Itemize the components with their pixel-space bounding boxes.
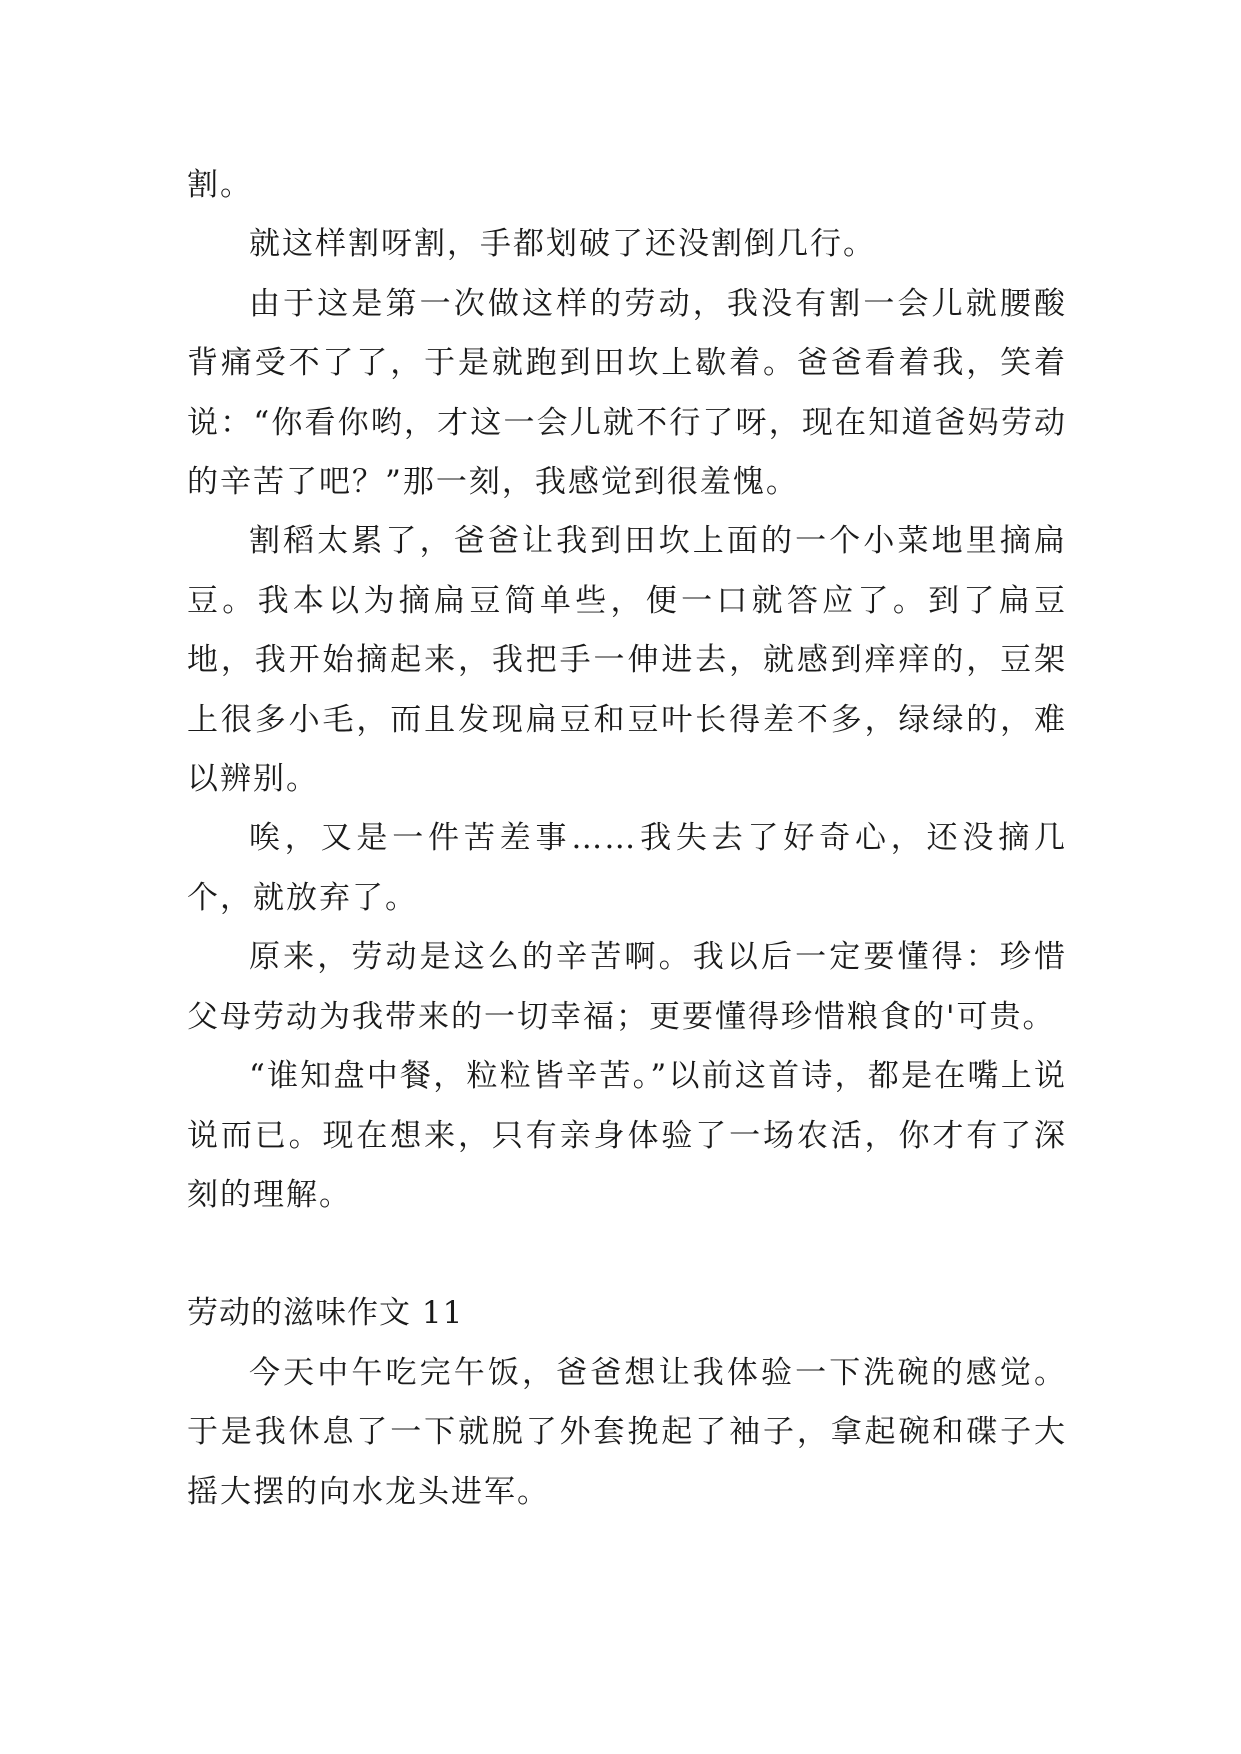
paragraph-continued: 割。 [187, 167, 253, 203]
paragraph: 今天中午吃完午饭，爸爸想让我体验一下洗碗的感觉。于是我休息了一下就脱了外套挽起了袖子，拿起碗和碟子大摇大摆的向水龙头进军。 [187, 1354, 1067, 1510]
paragraph: “谁知盘中餐，粒粒皆辛苦。”以前这首诗，都是在嘴上说说而已。现在想来，只有亲身体验了一场农活，你才有了深刻的理解。 [187, 1058, 1067, 1213]
paragraph: 唉，又是一件苦差事……我失去了好奇心，还没摘几个，就放弃了。 [187, 820, 1067, 916]
paragraph: 原来，劳动是这么的辛苦啊。我以后一定要懂得：珍惜父母劳动为我带来的一切幸福；更要懂得珍惜粮食的'可贵。 [187, 939, 1067, 1035]
paragraph: 割稻太累了，爸爸让我到田坎上面的一个小菜地里摘扁豆。我本以为摘扁豆简单些，便一口就答应了。到了扁豆地，我开始摘起来，我把手一伸进去，就感到痒痒的，豆架上很多小毛，而且发现扁豆和豆叶长得差不多，绿绿的，难以辨别。 [187, 523, 1067, 798]
document-body [187, 156, 1067, 1522]
paragraph: 就这样割呀割，手都划破了还没割倒几行。 [249, 226, 876, 263]
paragraph: 由于这是第一次做这样的劳动，我没有割一会儿就腰酸背痛受不了了，于是就跑到田坎上歇着。爸爸看着我，笑着说：“你看你哟，才这一会儿就不行了呀，现在知道爸妈劳动的辛苦了吧？”那一刻，我感觉到很羞愧。 [187, 285, 1067, 501]
section-title: 劳动的滋味作文 11 [187, 1295, 464, 1332]
